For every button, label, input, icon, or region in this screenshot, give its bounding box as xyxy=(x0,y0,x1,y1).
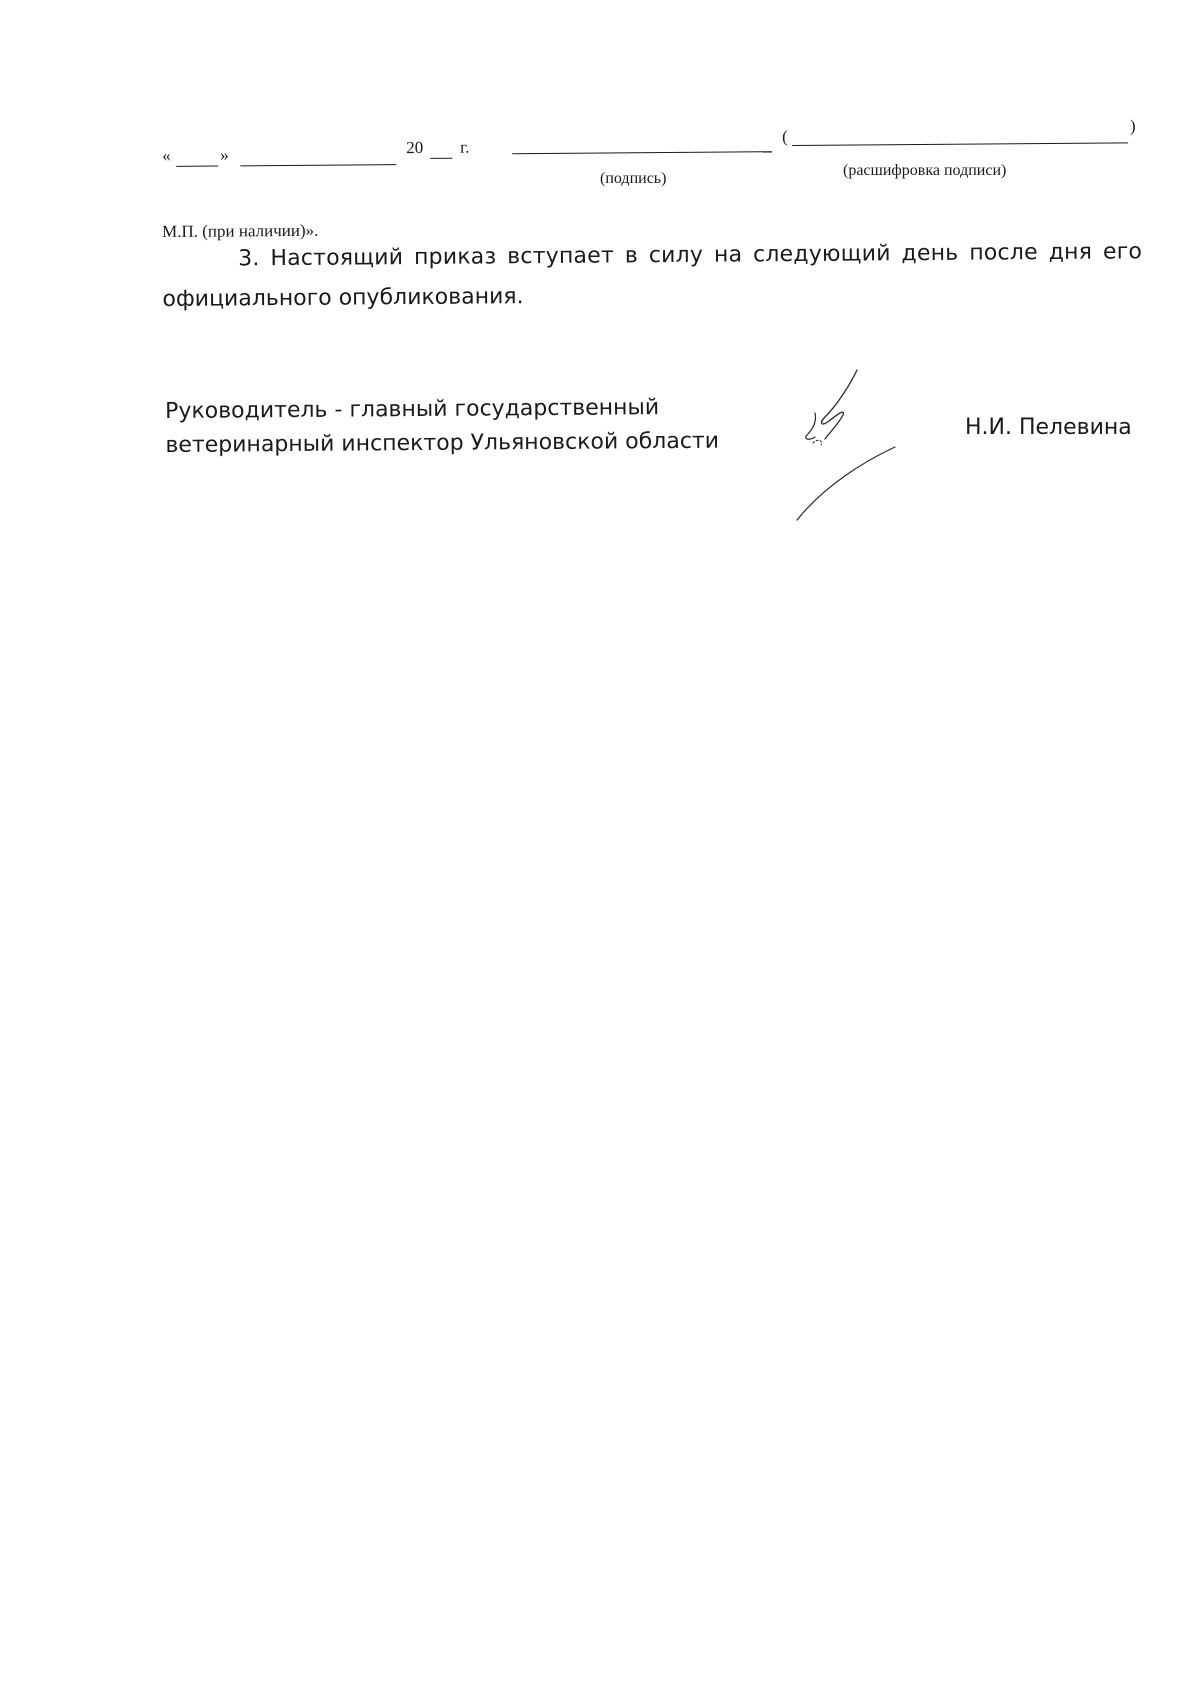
year-blank xyxy=(430,158,452,159)
decoding-caption: (расшифровка подписи) xyxy=(843,162,1007,179)
signature-blank xyxy=(512,151,772,154)
date-open-quote: « xyxy=(162,145,171,165)
signer-title-line-1: Руководитель - главный государственный xyxy=(165,395,660,424)
date-close-quote: » xyxy=(220,145,229,165)
year-prefix: 20 xyxy=(406,137,424,158)
clause-paragraph xyxy=(162,232,1143,320)
day-blank xyxy=(176,166,218,167)
clause-line-2: официального опубликования. xyxy=(162,284,524,312)
signer-title xyxy=(165,391,719,463)
year-suffix: г. xyxy=(460,137,470,157)
decoding-open-paren: ( xyxy=(781,127,788,147)
signature-caption: (подпись) xyxy=(600,170,667,187)
decoding-blank xyxy=(792,142,1128,146)
clause-line-1: 3. Настоящий приказ вступает в силу на следующий день после дня его xyxy=(238,239,1143,272)
signer-name: Н.И. Пелевина xyxy=(965,415,1132,440)
decoding-close-paren: ) xyxy=(1129,116,1136,136)
handwritten-signature-icon xyxy=(795,365,935,525)
month-blank xyxy=(240,164,396,166)
stamp-note: М.П. (при наличии)». xyxy=(162,220,319,241)
signer-title-line-2: ветеринарный инспектор Ульяновской области xyxy=(165,428,720,458)
